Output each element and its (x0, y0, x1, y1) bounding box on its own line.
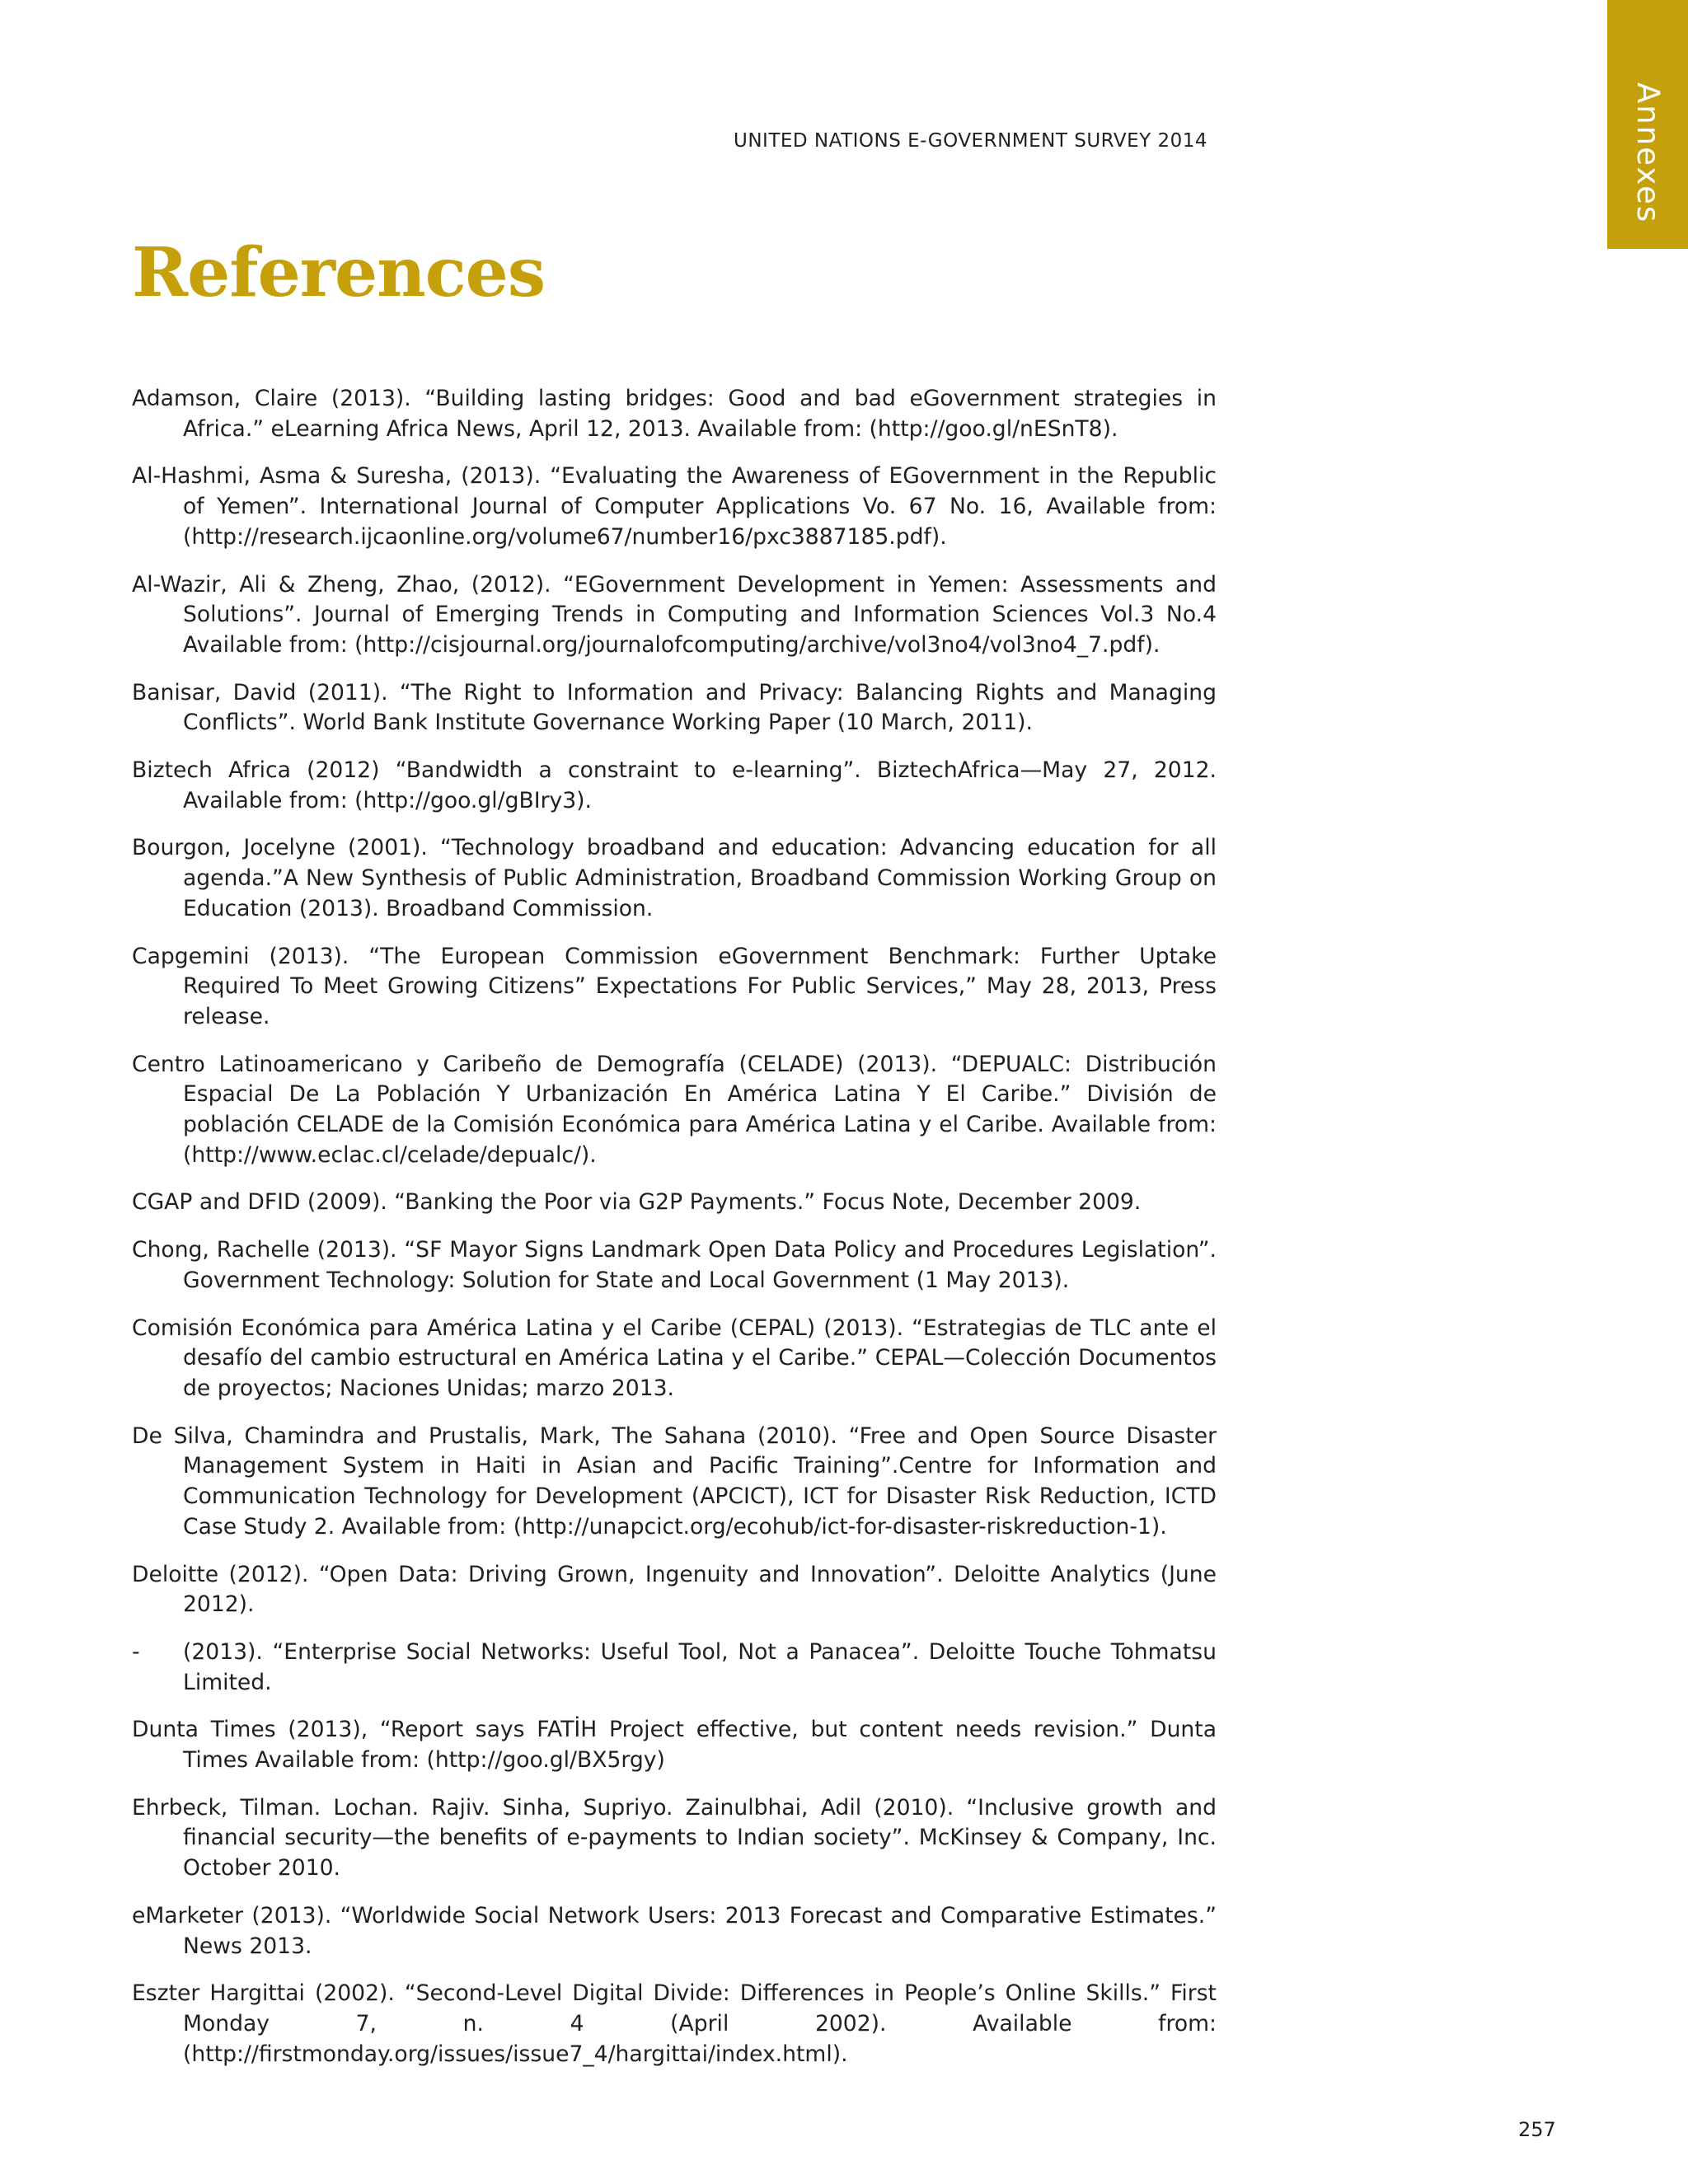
reference-item: Al-Wazir, Ali & Zheng, Zhao, (2012). “EGovernment Development in Yemen: Assessments and Solutions”. Journal of Emerging Trends in Computing and Information Sciences Vol.3 No.4 Available from: (http://cisjournal.org/journalofcomputing/archive/vol3no4/vol3no4_7.pdf). (132, 571, 1217, 658)
reference-item-continuation (132, 1638, 1217, 1698)
reference-item: Eszter Hargittai (2002). “Second-Level Digital Divide: Differences in People’s Online Skills.” First Monday 7, n. 4 (April 2002). Available from: (http://firstmonday.org/issues/issue7_4/hargittai/index.html). (132, 1980, 1217, 2067)
reference-item: De Silva, Chamindra and Prustalis, Mark, The Sahana (2010). “Free and Open Source Disaster Management System in Haiti in Asian and Pacific Training”.Centre for Information and Communication Technology for Development (APCICT), ICT for Disaster Risk Reduction, ICTD Case Study 2. Available from: (http://unapcict.org/ecohub/ict-for-disaster-riskreduction-1). (132, 1422, 1217, 1540)
reference-dash-mark: - (132, 1638, 140, 1665)
reference-item: Dunta Times (2013), “Report says FATİH Project effective, but content needs revision.” Dunta Times Available from: (http://goo.gl/BX5rgy) (132, 1717, 1217, 1774)
reference-item: Capgemini (2013). “The European Commission eGovernment Benchmark: Further Uptake Required To Meet Growing Citizens” Expectations For Public Services,” May 28, 2013, Press release. (132, 943, 1217, 1029)
reference-list (132, 384, 1217, 2087)
running-header: UNITED NATIONS E-GOVERNMENT SURVEY 2014 (734, 130, 1208, 152)
reference-item: Deloitte (2012). “Open Data: Driving Grown, Ingenuity and Innovation”. Deloitte Analytics (June 2012). (132, 1561, 1217, 1618)
reference-item: eMarketer (2013). “Worldwide Social Network Users: 2013 Forecast and Comparative Estimates.” News 2013. (132, 1902, 1217, 1959)
reference-item: CGAP and DFID (2009). “Banking the Poor via G2P Payments.” Focus Note, December 2009. (132, 1189, 1142, 1216)
reference-item: Banisar, David (2011). “The Right to Information and Privacy: Balancing Rights and Managing Conflicts”. World Bank Institute Governance Working Paper (10 March, 2011). (132, 679, 1217, 736)
reference-item: Centro Latinoamericano y Caribeño de Demografía (CELADE) (2013). “DEPUALC: Distribución Espacial De La Población Y Urbanización En América Latina Y El Caribe.” División de población CELADE de la Comisión Económica para América Latina y el Caribe. Available from: (http://www.eclac.cl/celade/depualc/). (132, 1051, 1217, 1168)
reference-item: Chong, Rachelle (2013). “SF Mayor Signs Landmark Open Data Policy and Procedures Legislation”. Government Technology: Solution for State and Local Government (1 May 2013). (132, 1237, 1217, 1293)
annexes-tab-label: Annexes (1630, 82, 1666, 224)
reference-item: Al-Hashmi, Asma & Suresha, (2013). “Evaluating the Awareness of EGovernment in the Republic of Yemen”. International Journal of Computer Applications Vo. 67 No. 16, Available from: (http://research.ijcaonline.org/volume67/number16/pxc3887185.pdf). (132, 463, 1217, 550)
reference-item: Adamson, Claire (2013). “Building lasting bridges: Good and bad eGovernment strategies in Africa.” eLearning Africa News, April 12, 2013. Available from: (http://goo.gl/nESnT8). (132, 386, 1217, 442)
reference-item: Bourgon, Jocelyne (2001). “Technology broadband and education: Advancing education for all agenda.”A New Synthesis of Public Administration, Broadband Commission Working Group on Education (2013). Broadband Commission. (132, 835, 1217, 921)
page-title: References (132, 233, 546, 312)
page-number: 257 (1518, 2118, 1556, 2141)
reference-item: Comisión Económica para América Latina y el Caribe (CEPAL) (2013). “Estrategias de TLC ante el desafío del cambio estructural en América Latina y el Caribe.” CEPAL—Colección Documentos de proyectos; Naciones Unidas; marzo 2013. (132, 1315, 1217, 1401)
reference-item: Ehrbeck, Tilman. Lochan. Rajiv. Sinha, Supriyo. Zainulbhai, Adil (2010). “Inclusive growth and financial security—the benefits of e-payments to Indian society”. McKinsey & Company, Inc. October 2010. (132, 1794, 1217, 1882)
reference-item-text: (2013). “Enterprise Social Networks: Useful Tool, Not a Panacea”. Deloitte Touche Tohmatsu Limited. (183, 1638, 1217, 1695)
reference-item: Biztech Africa (2012) “Bandwidth a constraint to e-learning”. BiztechAfrica—May 27, 2012. Available from: (http://goo.gl/gBIry3). (132, 757, 1217, 813)
